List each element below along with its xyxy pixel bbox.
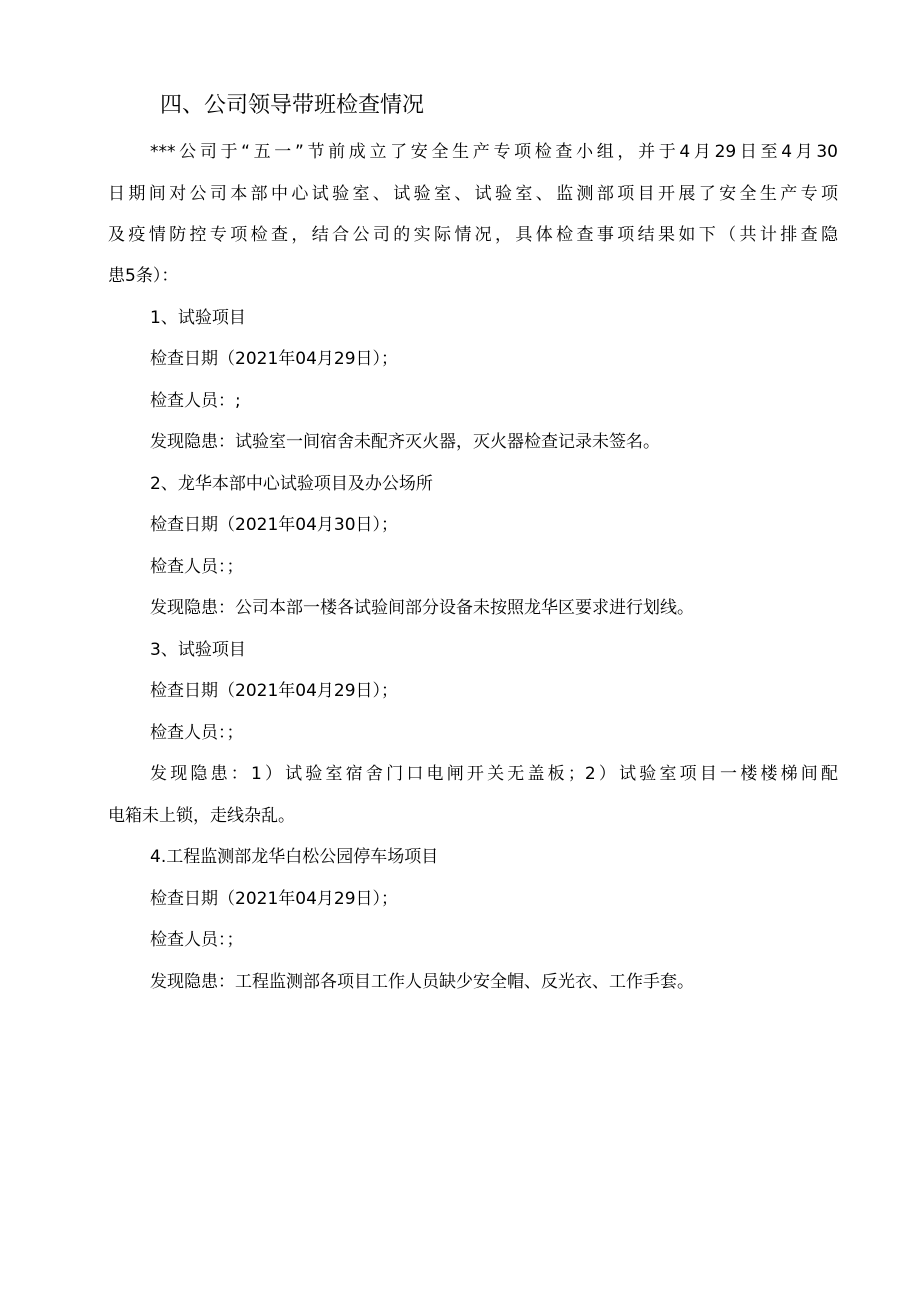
- item-4-hazard: 发现隐患：工程监测部各项目工作人员缺少安全帽、反光衣、工作手套。: [150, 972, 694, 992]
- item-1-hazard: 发现隐患：试验室一间宿舍未配齐灭火器，灭火器检查记录未签名。: [150, 432, 660, 452]
- item-3-inspectors: 检查人员：；: [150, 723, 244, 743]
- section-heading: 四、公司领导带班检查情况: [160, 93, 425, 118]
- intro-line-3: 及疫情防控专项检查，结合公司的实际情况，具体检查事项结果如下（共计排查隐: [108, 225, 838, 245]
- item-2-title: 2、龙华本部中心试验项目及办公场所: [150, 474, 433, 494]
- item-1-inspectors: 检查人员：;: [150, 391, 241, 411]
- intro-line-2: 日期间对公司本部中心试验室、试验室、试验室、监测部项目开展了安全生产专项: [108, 184, 838, 204]
- item-4-title: 4.工程监测部龙华白松公园停车场项目: [150, 847, 439, 867]
- item-2-date: 检查日期（2021年04月30日）；: [150, 515, 399, 535]
- item-3-hazard-line-1: 发现隐患：1）试验室宿舍门口电闸开关无盖板；2）试验室项目一楼楼梯间配: [150, 764, 838, 784]
- item-3-hazard-line-2: 电箱未上锁，走线杂乱。: [108, 806, 295, 826]
- item-1-title: 1、试验项目: [150, 308, 246, 328]
- item-2-inspectors: 检查人员：；: [150, 557, 244, 577]
- item-3-title: 3、试验项目: [150, 640, 246, 660]
- item-1-date: 检查日期（2021年04月29日）；: [150, 349, 399, 369]
- intro-line-4: 患5条）：: [108, 266, 179, 286]
- intro-line-1: ***公司于“五一”节前成立了安全生产专项检查小组，并于4月29日至4月30: [150, 142, 838, 162]
- item-4-date: 检查日期（2021年04月29日）；: [150, 889, 399, 909]
- item-2-hazard: 发现隐患：公司本部一楼各试验间部分设备未按照龙华区要求进行划线。: [150, 598, 694, 618]
- item-4-inspectors: 检查人员：；: [150, 930, 244, 950]
- item-3-date: 检查日期（2021年04月29日）；: [150, 681, 399, 701]
